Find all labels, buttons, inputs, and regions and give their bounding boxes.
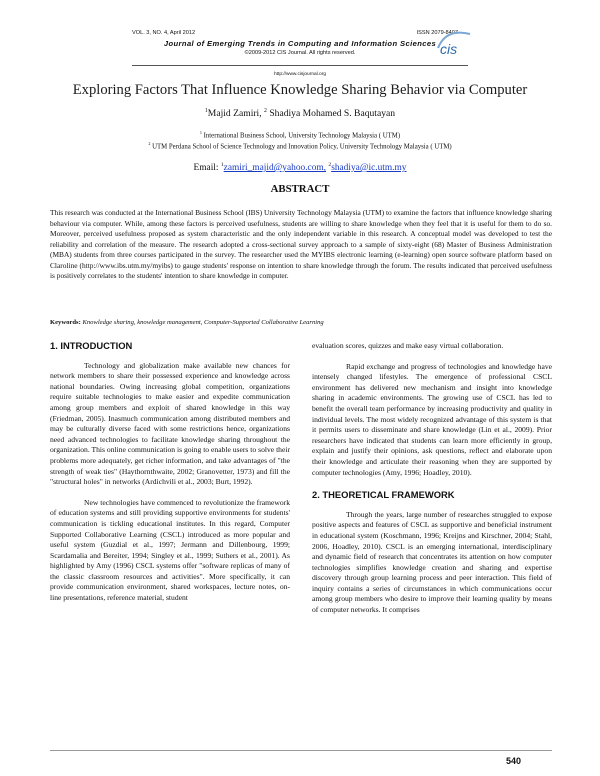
theory-paragraph-1: Through the years, large number of researches struggled to expose positive aspects and features of CSCL as supportive and beneficial instrument in educational system (Koschmann, 1996; Kreijns and Kirschner, 2004; Stahl, 2006, Hoadley, 2010). CSCL is an emerging international, interdisciplinary and dynamic field of research that concentrates its attention on how computer technologies simplifies knowledge creation and sharing and expertise discovery through group learning process and peer interaction. This field of inquiry contains a series of circumstances in which communications occur among group members who desire to improve their learning quality by means of computer networks. It comprises xyxy=(312,509,552,615)
paper-title: Exploring Factors That Influence Knowledge Sharing Behavior via Computer xyxy=(72,82,528,98)
keywords-label: Keywords: xyxy=(50,319,81,326)
section-theory-heading: 2. THEORETICAL FRAMEWORK xyxy=(312,489,455,501)
intro-paragraph-2: New technologies have commenced to revolutionize the framework of education systems and still providing supportive environments for students' communication is tickling educational institutes. In this regard, Computer Supported Collaborative Learning (CSCL) introduced as more popular and useful system (Guzdial et al., 1997; Jermann and Dillenbourg, 1999; Scardamalia and Bereiter, 1994; Singley et al., 1999; Suthers et al., 2001). As highlighted by Amy (1996) CSCL systems offer "software replicas of many of the classic classroom resources and activities". More specifically, it can provide communication environment, shared workspaces, lecture notes, on-line presentations, reference material, student xyxy=(50,497,290,603)
affiliation-2-text: UTM Perdana School of Science Technology and Innovation Policy, University Technology Malaysia ( UTM) xyxy=(152,143,452,151)
authors: $^1$Majid Zamiri, $^2$ Shadiya Mohamed S. Baqutayan xyxy=(204,108,396,120)
journal-name: Journal of Emerging Trends in Computing and Information Sciences xyxy=(163,39,437,48)
right-column xyxy=(312,341,552,616)
email-link-2[interactable]: shadiya@ic.utm.my xyxy=(331,163,407,174)
journal-url[interactable]: http://www.cisjournal.org xyxy=(274,72,326,77)
issn: ISSN 2079-8407 xyxy=(416,30,458,36)
section-introduction-heading: 1. INTRODUCTION xyxy=(50,340,133,351)
intro-paragraph-3: Rapid exchange and progress of technologies and knowledge have intensely changed lifestyles. The emergence of professional CSCL environment has delivered new mechanism and insight into knowledge sharing in academic environments. The growing use of CSCL has led to benefit the overall team performance by increasing productivity and quality in individual levels. The most widely recognized advantage of this system is that it permits users to disseminate and share knowledge (Lin et al., 2009). Prior researchers have indicated that students can learn more efficiently in group, explain and justify their opinions, ask questions, reflect and elaborate upon their knowledge and articulate their reasoning when they are supported by computer technologies (Amy, 1996; Hoadley, 2010). xyxy=(312,361,552,477)
abstract-text: This research was conducted at the International Business School (IBS) University Technology Malaysia (UTM) to examine the factors that influence knowledge sharing behaviour via computer. While, among these factors is perceived usefulness, students are willing to share knowledge when they feel that it is useful for them to do so. Moreover, perceived usefulness proposed as system characteristic and the only independent variable in this research. A conceptual model was developed to test the reliability and correlation of the measure. The research adopted a cross-sectional survey approach to a sample of sixty-eight (68) Master of Business Administration (MBA) students from three courses participated in the survey. The researcher used the MYIBS electronic learning (e-learning) open source software platform based on Claroline (http://www.ibs.utm.my/myibs) to gauge students' response on intention to share knowledge through the forum. The results indicated that perceived usefulness is positively correlates to the students' intention to share knowledge in computer. xyxy=(50,208,552,281)
affiliation-1-text: International Business School, University Technology Malaysia ( UTM) xyxy=(203,132,401,140)
email-line: Email: $^1$zamiri_majid@yahoo.com, $^2$shadiya@ic.utm.my xyxy=(193,162,407,174)
keywords xyxy=(50,319,552,326)
page-number: 540 xyxy=(506,756,522,766)
author-1: Majid Zamiri, xyxy=(207,108,262,120)
footer-divider xyxy=(50,750,552,751)
affiliation-1: $^1$ International Business School, University Technology Malaysia ( UTM) xyxy=(199,130,401,140)
cis-logo xyxy=(432,26,476,60)
copyright: ©2009-2012 CIS Journal. All rights reserved. xyxy=(244,50,356,56)
left-column xyxy=(50,341,290,604)
affiliation-2: $^2$ UTM Perdana School of Science Technology and Innovation Policy, University Technology Malaysia ( UTM) xyxy=(148,141,452,151)
email-label: Email: xyxy=(193,163,219,174)
intro-paragraph-cont: evaluation scores, quizzes and make easy virtual collaboration. xyxy=(312,341,504,350)
intro-paragraph-1: Technology and globalization make available new chances for network members to share their possessed experience and knowledge across national boundaries. Owing increasing global competition, organizations require suitable technologies to make easier and expedite communication among group members and exploit of shared knowledge in this way (Friedman, 2005). Inasmuch communication among distributed members and may be culturally diverse faced with some restrictions hence, organizations need advanced technologies to facilitate knowledge sharing throughout the organization. This online communication is going to enable users to solve their problems more adequately, get richer information, and take advantages of "the strength of weak ties" (Haythornthwaite, 2002; Granovetter, 1973) and fill the "structural holes" in networks (Ardichvili et al., 2003; Burt, 1992). xyxy=(50,360,290,487)
header-divider xyxy=(132,65,468,66)
volume-info: VOL. 3, NO. 4, April 2012 xyxy=(132,30,196,36)
email-link-1[interactable]: zamiri_majid@yahoo.com, xyxy=(223,163,327,174)
author-2: Shadiya Mohamed S. Baqutayan xyxy=(269,108,396,120)
abstract-heading: ABSTRACT xyxy=(270,183,330,195)
logo-text: cis xyxy=(440,41,458,57)
keywords-value: Knowledge sharing, knowledge management, Computer-Supported Collaborative Learning xyxy=(82,319,324,326)
